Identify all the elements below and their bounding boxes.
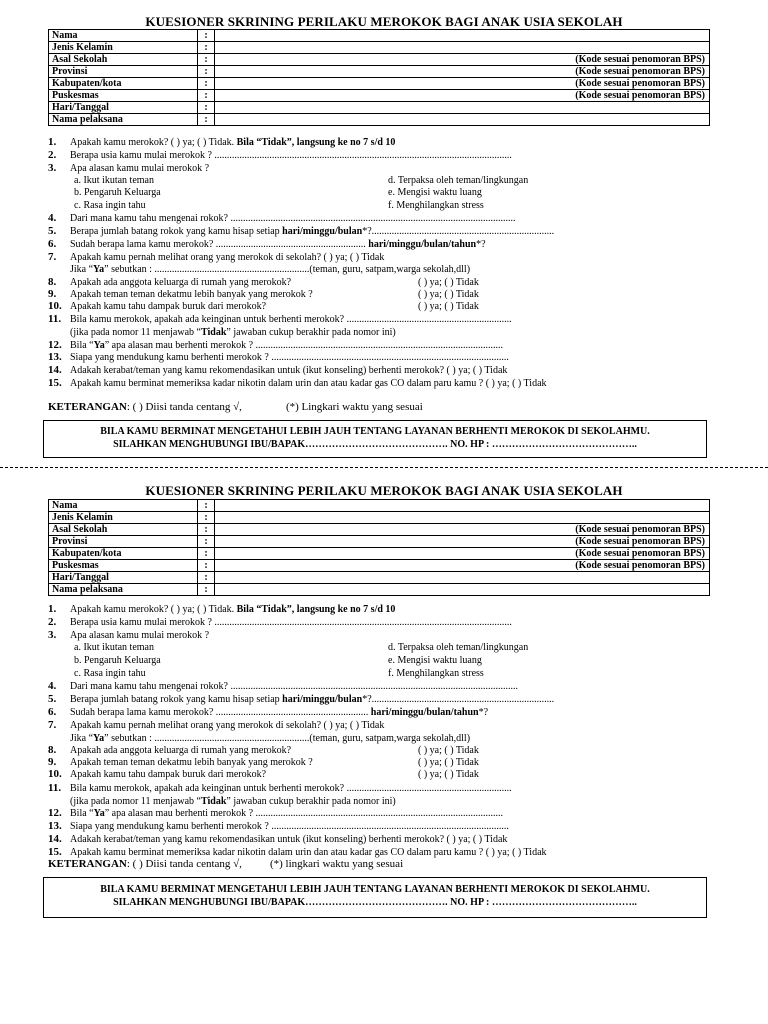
question-text[interactable]: Dari mana kamu tahu mengenai rokok? .................................................................................................................. [70,213,516,224]
question-text: Apakah kamu merokok? ( ) ya; ( ) Tidak. [70,137,237,148]
question-number: 7. [48,719,57,731]
form-2-title: KUESIONER SKRINING PERILAKU MEROKOK BAGI ANAK USIA SEKOLAH [145,483,623,498]
question-ya: Ya [93,808,105,819]
followup-prefix: Jika “ [70,264,94,275]
field-label: Puskesmas [49,560,198,572]
question-number: 5. [48,693,57,705]
option-f[interactable]: f. Menghilangkan stress [388,668,484,679]
yes-no-choice[interactable]: ( ) ya; ( ) Tidak [418,277,479,288]
field-puskesmas [49,90,710,102]
field-value[interactable] [215,30,710,42]
question-14 [0,833,768,846]
option-a[interactable]: a. Ikut ikutan teman [74,175,154,186]
field-colon: : [198,524,215,536]
time-unit-options[interactable]: hari/minggu/bulan/tahun [368,239,477,250]
question-suffix: *? [476,239,486,250]
keterangan-circle: (*) lingkari waktu yang sesuai [269,858,404,870]
field-value[interactable] [215,114,710,126]
question-number: 2. [48,616,57,628]
field-asal-sekolah [49,54,710,66]
question-number: 10. [48,768,62,780]
field-colon: : [198,536,215,548]
field-colon: : [198,54,215,66]
question-number: 11. [48,782,62,794]
field-label: Asal Sekolah [49,54,198,66]
field-value[interactable]: (Kode sesuai penomoran BPS) [215,560,710,572]
notice-line-1: BILA KAMU BERMINAT MENGETAHUI LEBIH JAUH TENTANG LAYANAN BERHENTI MEROKOK DI SEKOLAHMU. [100,884,650,895]
field-value[interactable]: (Kode sesuai penomoran BPS) [215,548,710,560]
form-2-identity-table [48,499,710,596]
option-c[interactable]: c. Rasa ingin tahu [74,200,146,211]
question-4 [0,212,768,225]
question-number: 6. [48,706,57,718]
question-number: 1. [48,136,57,148]
question-number: 1. [48,603,57,615]
field-colon: : [198,42,215,54]
yes-no-choice[interactable]: ( ) ya; ( ) Tidak [418,301,479,312]
question-13 [0,351,768,364]
question-ya: Ya [93,340,105,351]
field-colon: : [198,572,215,584]
note-tidak: Tidak [200,796,227,807]
question-text[interactable]: Bila kamu merokok, apakah ada keinginan untuk berhenti merokok? .................................................................. [70,314,512,325]
field-nama-pelaksana [49,584,710,596]
question-1 [0,603,768,616]
yes-no-choice[interactable]: ( ) ya; ( ) Tidak [418,757,479,768]
question-4 [0,680,768,693]
question-text[interactable]: Apakah kamu pernah melihat orang yang merokok di sekolah? ( ) ya; ( ) Tidak [70,252,385,263]
question-number: 3. [48,162,57,174]
question-5 [0,225,768,238]
option-e[interactable]: e. Mengisi waktu luang [388,655,482,666]
field-colon: : [198,114,215,126]
field-label: Nama pelaksana [49,114,198,126]
question-number: 6. [48,238,57,250]
field-label: Hari/Tanggal [49,102,198,114]
question-number: 8. [48,276,57,288]
field-label: Puskesmas [49,90,198,102]
field-value[interactable]: (Kode sesuai penomoran BPS) [215,66,710,78]
form-1-keterangan [48,401,423,414]
question-text[interactable]: ” apa alasan mau berhenti merokok ? ................................................................................................... [104,808,504,819]
question-10 [0,768,768,781]
question-2 [0,616,768,629]
field-colon: : [198,548,215,560]
answer-blank[interactable]: *?......................................................................... [362,226,555,237]
field-colon: : [198,78,215,90]
question-text: Apakah kamu merokok? ( ) ya; ( ) Tidak. [70,604,237,615]
question-5 [0,693,768,706]
question-text: Apakah ada anggota keluarga di rumah yang merokok? [70,277,292,288]
question-text[interactable]: Adakah kerabat/teman yang kamu rekomendasikan untuk (ikut konseling) berhenti merokok? ( ) ya; ( ) Tidak [70,834,508,845]
option-b[interactable]: b. Pengaruh Keluarga [74,187,161,198]
question-11-note [0,326,768,339]
question-number: 4. [48,212,57,224]
field-label: Provinsi [49,536,198,548]
question-text[interactable]: Apakah kamu berminat memeriksa kadar nikotin dalam urin dan atau kadar gas CO dalam paru kamu ? ( ) ya; ( ) Tidak [70,847,547,858]
note-prefix: (jika pada nomor 11 menjawab “ [70,796,201,807]
question-text: Apakah kamu tahu dampak buruk dari merokok? [70,769,267,780]
field-value[interactable]: (Kode sesuai penomoran BPS) [215,524,710,536]
question-text[interactable]: ” apa alasan mau berhenti merokok ? ................................................................................................... [104,340,504,351]
question-15 [0,377,768,390]
form-2-keterangan [48,858,403,871]
question-6 [0,238,768,251]
field-jenis-kelamin [49,512,710,524]
field-colon: : [198,66,215,78]
question-number: 4. [48,680,57,692]
yes-no-choice[interactable]: ( ) ya; ( ) Tidak [418,289,479,300]
question-11 [0,313,768,326]
field-label: Provinsi [49,66,198,78]
option-row [0,654,768,667]
keterangan-label: KETERANGAN [48,401,127,413]
question-number: 9. [48,288,57,300]
time-unit-options[interactable]: hari/minggu/bulan/tahun [370,707,479,718]
question-number: 13. [48,351,62,363]
option-d[interactable]: d. Terpaksa oleh teman/lingkungan [388,175,529,186]
field-colon: : [198,30,215,42]
question-number: 12. [48,339,62,351]
question-number: 5. [48,225,57,237]
question-14 [0,364,768,377]
field-hari-tanggal [49,102,710,114]
note-tidak: Tidak [200,327,227,338]
question-number: 11. [48,313,62,325]
form-1-title: KUESIONER SKRINING PERILAKU MEROKOK BAGI ANAK USIA SEKOLAH [145,14,623,29]
time-unit-options[interactable]: hari/minggu/bulan [282,694,363,705]
question-text[interactable]: Dari mana kamu tahu mengenai rokok? ................................................................................................................... [70,681,518,692]
field-provinsi [49,66,710,78]
field-value[interactable]: (Kode sesuai penomoran BPS) [215,536,710,548]
field-asal-sekolah [49,524,710,536]
answer-blank[interactable]: *?......................................................................... [362,694,555,705]
field-colon: : [198,500,215,512]
notice-line-1: BILA KAMU BERMINAT MENGETAHUI LEBIH JAUH TENTANG LAYANAN BERHENTI MEROKOK DI SEKOLAHMU. [100,426,650,437]
option-row [0,667,768,680]
yes-no-choice[interactable]: ( ) ya; ( ) Tidak [418,745,479,756]
keterangan-circle: (*) Lingkari waktu yang sesuai [285,401,423,413]
question-text[interactable]: Sudah berapa lama kamu merokok? ............................................................. [70,707,371,718]
field-nama-pelaksana [49,114,710,126]
field-value[interactable] [215,102,710,114]
field-colon: : [198,560,215,572]
field-label: Nama [49,500,198,512]
field-provinsi [49,536,710,548]
question-text[interactable]: Siapa yang mendukung kamu berhenti merokok ? ............................................................................................... [70,821,509,832]
option-b[interactable]: b. Pengaruh Keluarga [74,655,161,666]
question-text: Apa alasan kamu mulai merokok ? [70,163,210,174]
question-suffix: *? [478,707,489,718]
field-puskesmas [49,560,710,572]
question-text: Apakah teman teman dekatmu lebih banyak yang merokok ? [70,757,313,768]
question-text[interactable]: Berapa usia kamu mulai merokok ? ....................................................................................................................... [70,617,512,628]
keterangan-check: : ( ) Diisi tanda centang √, [126,858,242,870]
field-label: Kabupaten/kota [49,78,198,90]
field-value[interactable]: (Kode sesuai penomoran BPS) [215,90,710,102]
question-number: 15. [48,377,62,389]
field-value[interactable]: (Kode sesuai penomoran BPS) [215,78,710,90]
field-colon: : [198,90,215,102]
time-unit-options[interactable]: hari/minggu/bulan [282,226,363,237]
question-number: 7. [48,251,57,263]
form-1-identity-table [48,29,710,126]
question-number: 8. [48,744,57,756]
field-value[interactable] [215,572,710,584]
question-instruction: Bila “Tidak”, langsung ke no 7 s/d 10 [236,137,396,148]
option-d[interactable]: d. Terpaksa oleh teman/lingkungan [388,642,529,653]
cut-line-divider [0,467,768,468]
field-nama [49,500,710,512]
question-number: 9. [48,756,57,768]
question-prefix: Bila “ [70,808,94,819]
question-instruction: Bila “Tidak”, langsung ke no 7 s/d 10 [236,604,396,615]
followup-text[interactable]: ” sebutkan : ..............................................................(teman, guru, satpam,warga sekolah,dll) [104,264,471,275]
field-nama [49,30,710,42]
question-text: Apakah ada anggota keluarga di rumah yang merokok? [70,745,292,756]
question-7 [0,719,768,732]
field-hari-tanggal [49,572,710,584]
field-value[interactable] [215,500,710,512]
question-text[interactable]: Adakah kerabat/teman yang kamu rekomendasikan untuk (ikut konseling) berhenti merokok? ( ) ya; ( ) Tidak [70,365,508,376]
field-label: Nama [49,30,198,42]
followup-ya: Ya [93,264,105,275]
field-value[interactable] [215,512,710,524]
note-text: ” jawaban cukup berakhir pada nomor ini) [226,327,396,338]
question-text[interactable]: Sudah berapa lama kamu merokok? ............................................................ [70,239,369,250]
option-f[interactable]: f. Menghilangkan stress [388,200,484,211]
field-label: Jenis Kelamin [49,512,198,524]
field-value[interactable] [215,42,710,54]
option-row [0,199,768,212]
note-prefix: (jika pada nomor 11 menjawab “ [70,327,201,338]
option-a[interactable]: a. Ikut ikutan teman [74,642,154,653]
option-row [0,641,768,654]
question-number: 15. [48,846,62,858]
question-text: Berapa jumlah batang rokok yang kamu hisap setiap [70,694,283,705]
field-value[interactable]: (Kode sesuai penomoran BPS) [215,54,710,66]
field-jenis-kelamin [49,42,710,54]
form-2-notice-box [43,877,707,918]
question-number: 12. [48,807,62,819]
keterangan-label: KETERANGAN [48,858,127,870]
option-c[interactable]: c. Rasa ingin tahu [74,668,146,679]
field-colon: : [198,512,215,524]
field-label: Nama pelaksana [49,584,198,596]
field-kabupaten-kota [49,78,710,90]
field-label: Hari/Tanggal [49,572,198,584]
question-text: Apakah kamu tahu dampak buruk dari merokok? [70,301,267,312]
keterangan-check: : ( ) Diisi tanda centang √, [126,401,242,413]
note-text: ” jawaban cukup berakhir pada nomor ini) [226,796,396,807]
question-11 [0,782,768,795]
question-2 [0,149,768,162]
option-e[interactable]: e. Mengisi waktu luang [388,187,482,198]
question-text[interactable]: Bila kamu merokok, apakah ada keinginan untuk berhenti merokok? .................................................................. [70,783,512,794]
question-10 [0,300,768,313]
question-number: 2. [48,149,57,161]
field-label: Jenis Kelamin [49,42,198,54]
yes-no-choice[interactable]: ( ) ya; ( ) Tidak [418,769,479,780]
question-text[interactable]: Apakah kamu berminat memeriksa kadar nikotin dalam urin dan atau kadar gas CO dalam paru kamu ? ( ) ya; ( ) Tidak [70,378,547,389]
option-row [0,186,768,199]
question-prefix: Bila “ [70,340,94,351]
form-1-notice-box [43,420,707,458]
question-1 [0,136,768,149]
question-text: Berapa jumlah batang rokok yang kamu hisap setiap [70,226,283,237]
question-text: Apakah teman teman dekatmu lebih banyak yang merokok ? [70,289,313,300]
notice-line-2[interactable]: SILAHKAN MENGHUBUNGI IBU/BAPAK……………………………………. NO. HP : …………………………………….. [113,897,637,908]
followup-ya: Ya [93,733,105,744]
question-number: 14. [48,833,62,845]
field-colon: : [198,584,215,596]
question-text[interactable]: Siapa yang mendukung kamu berhenti merokok ? ............................................................................................... [70,352,509,363]
question-text: Apa alasan kamu mulai merokok ? [70,630,210,641]
field-colon: : [198,102,215,114]
question-6 [0,706,768,719]
field-value[interactable] [215,584,710,596]
question-number: 10. [48,300,62,312]
question-number: 14. [48,364,62,376]
field-label: Asal Sekolah [49,524,198,536]
followup-text[interactable]: ” sebutkan : ..............................................................(teman, guru, satpam,warga sekolah,dll) [104,733,471,744]
question-text[interactable]: Berapa usia kamu mulai merokok ? ....................................................................................................................... [70,150,512,161]
question-12 [0,807,768,820]
notice-line-2[interactable]: SILAHKAN MENGHUBUNGI IBU/BAPAK……………………………………. NO. HP : …………………………………….. [113,439,637,450]
field-label: Kabupaten/kota [49,548,198,560]
question-7-followup [0,263,768,276]
question-text[interactable]: Apakah kamu pernah melihat orang yang merokok di sekolah? ( ) ya; ( ) Tidak [70,720,385,731]
question-number: 13. [48,820,62,832]
question-13 [0,820,768,833]
question-number: 3. [48,629,57,641]
followup-prefix: Jika “ [70,733,94,744]
field-kabupaten-kota [49,548,710,560]
